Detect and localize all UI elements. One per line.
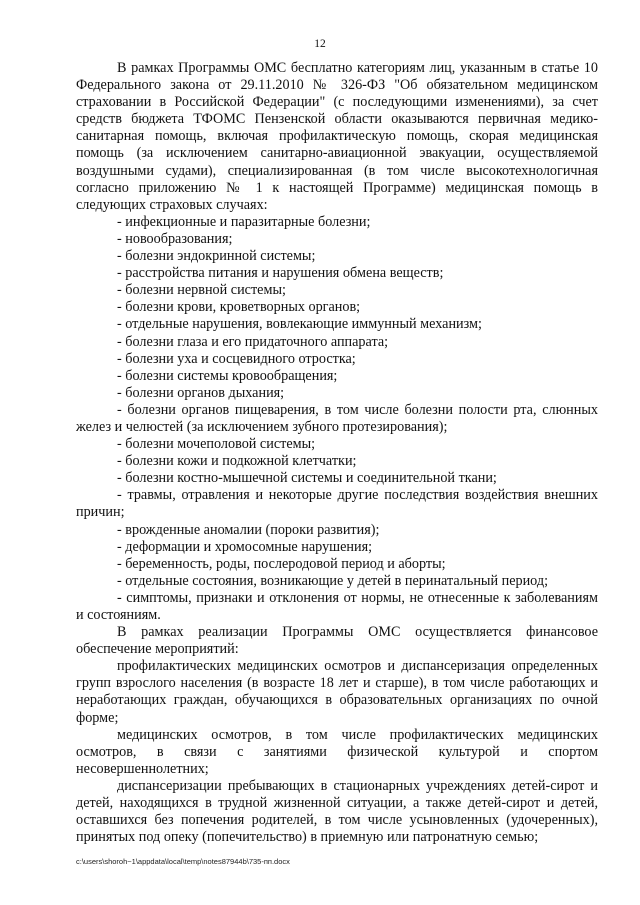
list-item: - болезни крови, кроветворных органов; xyxy=(117,299,361,316)
list-item: - инфекционные и паразитарные болезни; xyxy=(117,213,371,230)
financing-measures-list xyxy=(76,658,598,846)
measure-paragraph: медицинских осмотров, в том числе профилактических медицинских осмотров, в связи с занятиями физической культурой и спортом несовершеннолетних; xyxy=(76,726,598,777)
measure-paragraph: профилактических медицинских осмотров и диспансеризация определенных групп взрослого населения (в возрасте 18 лет и старше), в том числе работающих и неработающих граждан, обучающихся в образовательных организациях по очной форме; xyxy=(76,658,598,726)
list-item: - деформации и хромосомные нарушения; xyxy=(117,538,373,555)
list-item: - симптомы, признаки и отклонения от нормы, не отнесенные к заболеваниям и состояниям. xyxy=(76,589,598,623)
list-item: - болезни органов дыхания; xyxy=(117,384,285,401)
list-item: - врожденные аномалии (пороки развития); xyxy=(117,521,380,538)
document-body xyxy=(76,60,598,846)
list-item: - болезни уха и сосцевидного отростка; xyxy=(117,350,356,367)
list-item: - новообразования; xyxy=(117,230,233,247)
insurance-cases-list xyxy=(76,214,598,624)
list-item: - беременность, роды, послеродовой период и аборты; xyxy=(117,555,446,572)
list-item: - болезни мочеполовой системы; xyxy=(117,436,316,453)
footer-file-path: c:\users\shoroh~1\appdata\local\temp\notes87944b\735-пп.docx xyxy=(76,857,290,866)
list-item: - болезни органов пищеварения, в том числе болезни полости рта, слюнных желез и челюстей (за исключением зубного протезирования); xyxy=(76,401,598,435)
list-item: - расстройства питания и нарушения обмена веществ; xyxy=(117,265,444,282)
list-item: - отдельные состояния, возникающие у детей в перинатальный период; xyxy=(117,572,549,589)
list-item: - болезни эндокринной системы; xyxy=(117,248,316,265)
financing-intro-paragraph: В рамках реализации Программы ОМС осуществляется финансовое обеспечение мероприятий: xyxy=(76,624,598,658)
list-item: - болезни костно-мышечной системы и соединительной ткани; xyxy=(117,470,497,487)
intro-paragraph: В рамках Программы ОМС бесплатно категориям лиц, указанным в статье 10 Федерального закона от 29.11.2010 № 326-ФЗ "Об обязательном медицинском страховании в Российской Федерации" (с последующими изменениями), за счет средств бюджета ТФОМС Пензенской области оказываются первичная медико-санитарная помощь, включая профилактическую помощь, скорая медицинская помощь (за исключением санитарно-авиационной эвакуации, осуществляемой воздушными судами), специализированная (в том числе высокотехнологичная согласно приложению № 1 к настоящей Программе) медицинская помощь в следующих страховых случаях: xyxy=(76,60,598,213)
list-item: - травмы, отравления и некоторые другие последствия воздействия внешних причин; xyxy=(76,487,598,521)
list-item: - отдельные нарушения, вовлекающие иммунный механизм; xyxy=(117,316,482,333)
list-item: - болезни глаза и его придаточного аппарата; xyxy=(117,333,389,350)
measure-paragraph: диспансеризации пребывающих в стационарных учреждениях детей-сирот и детей, находящихся в трудной жизненной ситуации, а также детей-сирот и детей, оставшихся без попечения родителей, в том числе усыновленных (удочеренных), принятых под опеку (попечительство) в приемную или патронатную семью; xyxy=(76,777,598,846)
list-item: - болезни нервной системы; xyxy=(117,282,286,299)
list-item: - болезни системы кровообращения; xyxy=(117,367,338,384)
list-item: - болезни кожи и подкожной клетчатки; xyxy=(117,453,357,470)
page-number: 12 xyxy=(314,38,326,50)
